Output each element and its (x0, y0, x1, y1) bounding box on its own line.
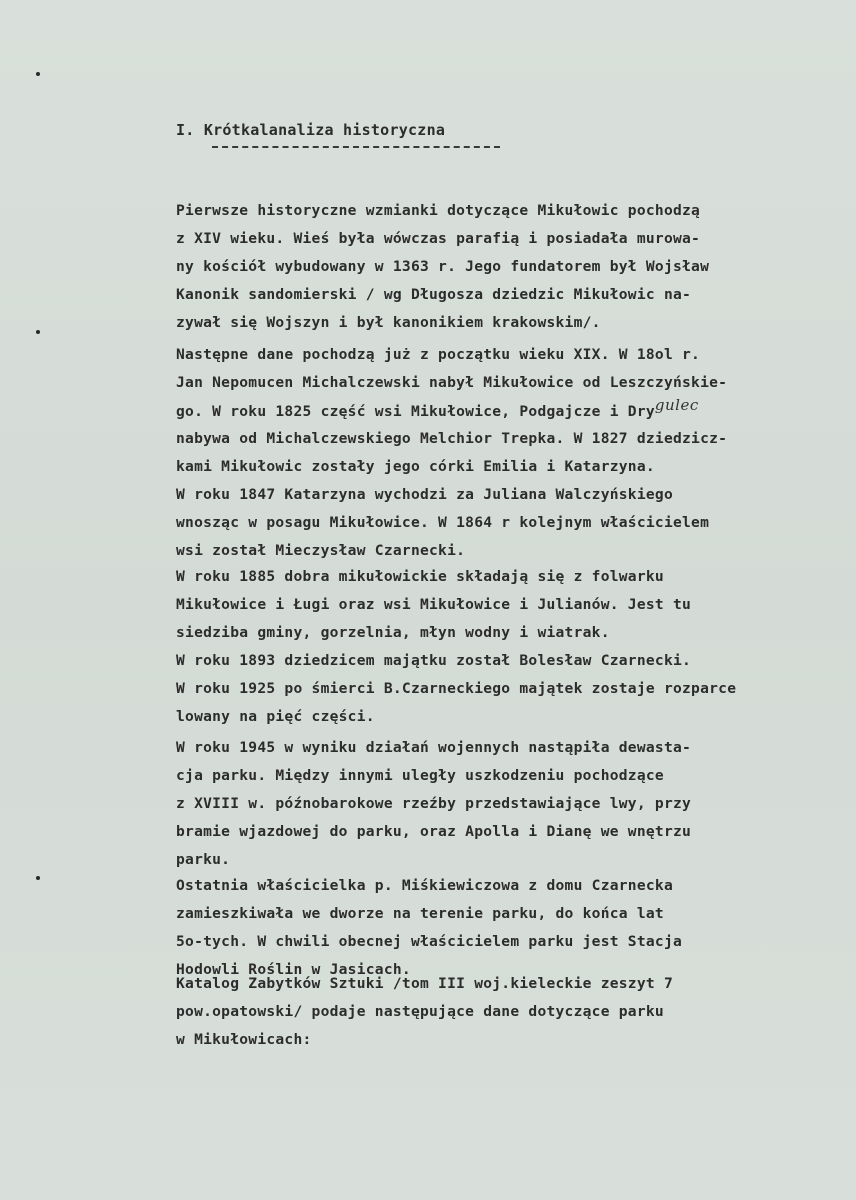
text-line: Hodowli Roślin w Jasicach. (176, 961, 411, 978)
text-line: ny kościół wybudowany w 1363 r. Jego fundatorem był Wojsław (176, 258, 710, 275)
paragraph-3 (176, 563, 736, 731)
text-line: Pierwsze historyczne wzmianki dotyczące Mikułowic pochodzą (176, 202, 701, 219)
text-line: Katalog Zabytków Sztuki /tom III woj.kieleckie zeszyt 7 (176, 975, 673, 992)
handwritten-insertion: gulec (654, 396, 699, 414)
paragraph-4 (176, 734, 691, 874)
text-line: W roku 1885 dobra mikułowickie składają się z folwarku (176, 568, 664, 585)
text-line: Jan Nepomucen Michalczewski nabył Mikułowice od Leszczyńskie- (176, 374, 728, 391)
text-line: z XVIII w. późnobarokowe rzeźby przedstawiające lwy, przy (176, 795, 692, 812)
paragraph-5 (176, 872, 682, 984)
text-line: nabywa od Michalczewskiego Melchior Trepka. W 1827 dziedzicz- (176, 430, 728, 447)
text-line: kami Mikułowic zostały jego córki Emilia i Katarzyna. (176, 458, 655, 475)
scan-speck (36, 876, 40, 880)
text-line (176, 397, 727, 425)
text-line: pow.opatowski/ podaje następujące dane dotyczące parku (176, 1003, 664, 1020)
text-line: zamieszkiwała we dworze na terenie parku, do końca lat (176, 905, 664, 922)
text-line: parku. (176, 851, 231, 868)
text-line: bramie wjazdowej do parku, oraz Apolla i Dianę we wnętrzu (176, 823, 692, 840)
text-line: lowany na pięć części. (176, 708, 375, 725)
text-line: Kanonik sandomierski / wg Długosza dziedzic Mikułowic na- (176, 286, 692, 303)
text-line: w Mikułowicach: (176, 1031, 312, 1048)
text-line: z XIV wieku. Wieś była wówczas parafią i posiadała murowa- (176, 230, 701, 247)
heading-underline (212, 146, 500, 148)
paragraph-1 (176, 197, 709, 337)
text-line: wsi został Mieczysław Czarnecki. (176, 542, 466, 559)
text-line: W roku 1925 po śmierci B.Czarneckiego majątek zostaje rozparce (176, 680, 737, 697)
text-line: wnosząc w posagu Mikułowice. W 1864 r kolejnym właścicielem (176, 514, 710, 531)
scan-speck (36, 330, 40, 334)
text-line: W roku 1945 w wyniku działań wojennych nastąpiła dewasta- (176, 739, 692, 756)
text-line: Następne dane pochodzą już z początku wieku XIX. W 18ol r. (176, 346, 701, 363)
text-line: W roku 1893 dziedzicem majątku został Bolesław Czarnecki. (176, 652, 692, 669)
scan-speck (36, 72, 40, 76)
text-line: Mikułowice i Ługi oraz wsi Mikułowice i Julianów. Jest tu (176, 596, 692, 613)
text-line: W roku 1847 Katarzyna wychodzi za Juliana Walczyńskiego (176, 486, 673, 503)
text-line: siedziba gminy, gorzelnia, młyn wodny i wiatrak. (176, 624, 610, 641)
text-line-typed: go. W roku 1825 część wsi Mikułowice, Podgajcze i Dry (176, 403, 655, 420)
text-line: Ostatnia właścicielka p. Miśkiewiczowa z domu Czarnecka (176, 877, 673, 894)
text-line: zywał się Wojszyn i był kanonikiem krakowskim/. (176, 314, 601, 331)
paragraph-6 (176, 970, 673, 1054)
text-line: 5o-tych. W chwili obecnej właścicielem parku jest Stacja (176, 933, 683, 950)
paragraph-2 (176, 341, 727, 565)
text-line: cja parku. Między innymi uległy uszkodzeniu pochodzące (176, 767, 664, 784)
section-heading: I. Krótkalanaliza historyczna (176, 121, 446, 139)
